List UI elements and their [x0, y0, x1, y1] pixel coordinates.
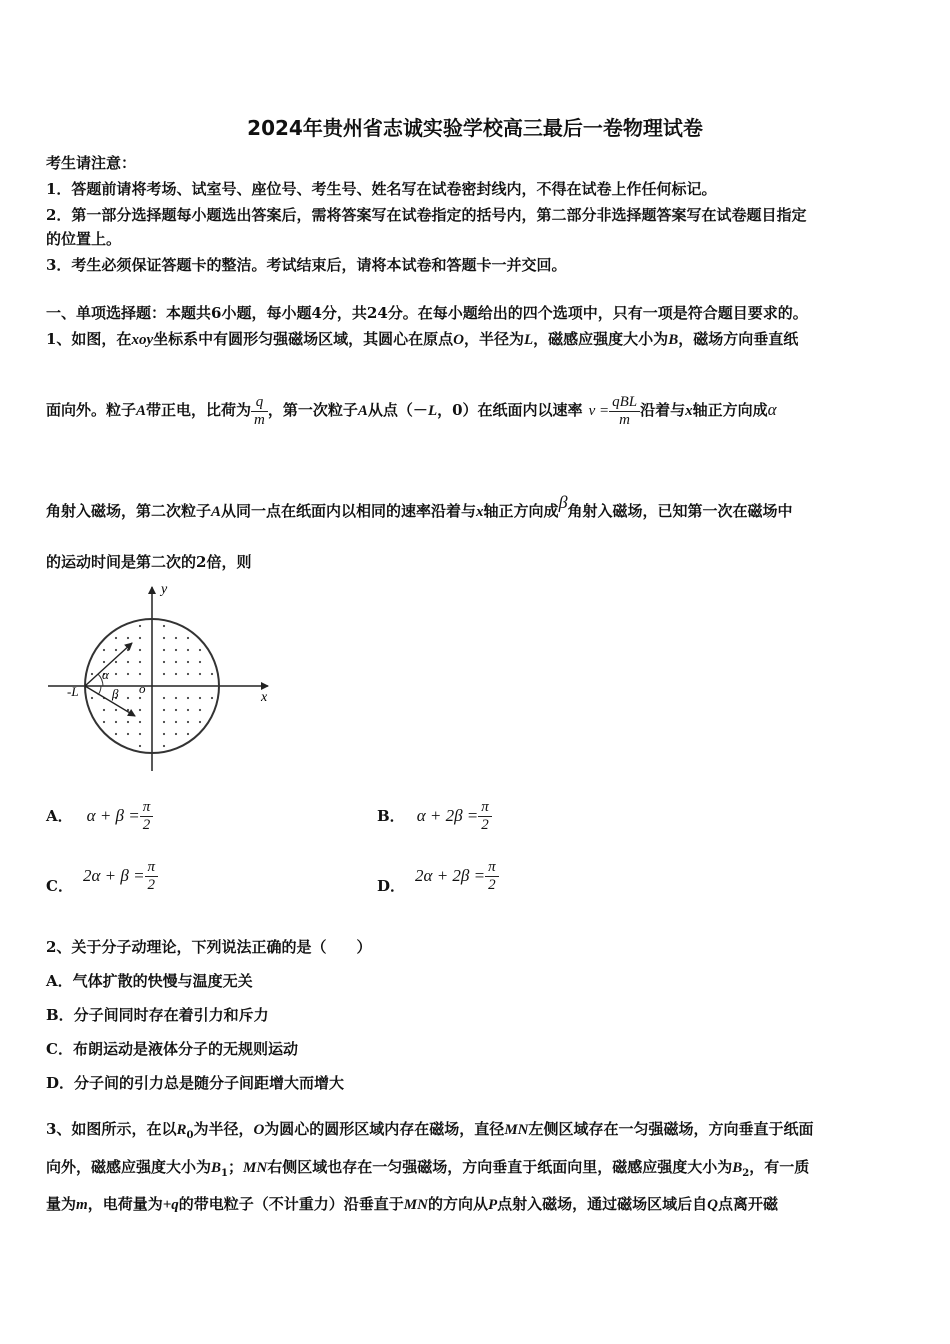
var-B: B: [668, 332, 679, 348]
field-dot: [103, 649, 105, 651]
field-dot: [103, 661, 105, 663]
q1-line-2: [46, 390, 777, 430]
field-dot: [187, 661, 189, 663]
q2-option-b[interactable]: B．分子间同时存在着引力和斥力: [46, 1006, 269, 1024]
var-B2: B: [732, 1160, 743, 1176]
q2-option-d[interactable]: D．分子间的引力总是随分子间距增大而增大: [46, 1074, 345, 1092]
var-MN: MN: [243, 1160, 268, 1176]
q3-line-2: [46, 1156, 809, 1179]
velocity-label: v =: [588, 403, 610, 419]
field-dot: [127, 637, 129, 639]
notice-item-1: 1．答题前请将考场、试室号、座位号、考生号、姓名写在试卷密封线内，不得在试卷上作任何标记。: [46, 180, 717, 198]
field-dot: [187, 673, 189, 675]
field-dot: [127, 721, 129, 723]
q3-line-3: [46, 1193, 778, 1214]
field-dot: [139, 733, 141, 735]
q1-option-c[interactable]: [46, 858, 158, 894]
field-dot: [187, 637, 189, 639]
q1-text: ，磁场方向垂直纸: [678, 330, 799, 348]
q1-text: 角射入磁场，第二次粒子: [46, 502, 212, 520]
velocity-fraction: $\frac{\text{qBL}}{m}$: [609, 394, 640, 429]
field-dot: [175, 733, 177, 735]
field-dot: [163, 721, 165, 723]
field-dot: [175, 661, 177, 663]
pi-over-2: $\frac{\pi}{2}$: [485, 859, 499, 894]
field-dot: [115, 649, 117, 651]
alpha-label: α: [102, 667, 109, 682]
field-dot: [127, 733, 129, 735]
q3-text: 为半径，: [193, 1120, 254, 1138]
notice-item-2-cont: 的位置上。: [46, 230, 122, 248]
var-O: O: [253, 1122, 265, 1138]
notice-heading: 考生请注意：: [46, 154, 137, 172]
field-dot: [115, 661, 117, 663]
field-dot: [103, 721, 105, 723]
option-letter: D．: [377, 877, 406, 895]
q1-text: 沿着与: [640, 401, 686, 419]
field-dot: [199, 697, 201, 699]
q1-text: 轴正方向成: [483, 502, 559, 520]
q1-line-1: [46, 328, 798, 349]
field-dot: [163, 661, 165, 663]
var-L: L: [427, 403, 438, 419]
field-dot: [139, 673, 141, 675]
option-letter: B．: [377, 807, 405, 825]
q1-option-a[interactable]: [46, 798, 153, 834]
field-dot: [139, 625, 141, 627]
q1-text: 带正电，比荷为: [146, 401, 252, 419]
var-B1-subscript: 1: [221, 1168, 228, 1179]
q3-text: 量为: [46, 1195, 77, 1213]
field-dot: [199, 709, 201, 711]
field-dot: [163, 673, 165, 675]
q3-text: 点离开磁: [718, 1195, 779, 1213]
field-dot: [163, 733, 165, 735]
origin-label: o: [139, 681, 146, 696]
option-letter: C．: [46, 877, 73, 895]
var-A: A: [136, 403, 147, 419]
option-expression: α + 2β =: [416, 806, 479, 825]
beta-symbol: β: [558, 492, 568, 512]
var-x: x: [685, 403, 693, 419]
var-x: x: [476, 504, 484, 520]
field-dot: [127, 649, 129, 651]
var-B2-subscript: 2: [742, 1168, 750, 1179]
field-dot: [115, 673, 117, 675]
var-A: A: [357, 403, 368, 419]
magnetic-field-figure: [40, 575, 290, 780]
q3-text: 为圆心的圆形区域内存在磁场，直径: [264, 1120, 505, 1138]
notice-item-3: 3．考生必须保证答题卡的整洁。考试结束后，请将本试卷和答题卡一并交回。: [46, 256, 567, 274]
option-expression: 2α + β =: [82, 866, 145, 885]
q3-text: 点射入磁场，通过磁场区域后自: [497, 1195, 708, 1213]
field-dot: [163, 745, 165, 747]
field-dot: [175, 649, 177, 651]
field-dot: [139, 709, 141, 711]
pi-over-2: $\frac{\pi}{2}$: [478, 799, 492, 834]
beta-arc: [98, 686, 101, 695]
field-dot: [115, 637, 117, 639]
q3-line-1: [46, 1118, 814, 1141]
field-dot: [115, 721, 117, 723]
field-dot: [187, 649, 189, 651]
field-dot: [187, 709, 189, 711]
field-dot: [127, 697, 129, 699]
velocity-arrow-beta: [85, 686, 135, 716]
field-dot: [199, 649, 201, 651]
field-dot: [103, 709, 105, 711]
q3-text: 3、如图所示，在以: [46, 1120, 177, 1138]
field-dot: [163, 697, 165, 699]
q1-option-d[interactable]: [377, 858, 499, 894]
q3-text: ，电荷量为: [87, 1195, 163, 1213]
field-dot: [211, 697, 213, 699]
beta-label: β: [112, 686, 119, 701]
field-dot: [139, 661, 141, 663]
q3-text: 向外，磁感应强度大小为: [46, 1158, 212, 1176]
field-dot: [175, 721, 177, 723]
neg-L-label: -L: [67, 684, 79, 699]
q3-text: 的带电粒子（不计重力）沿垂直于: [178, 1195, 404, 1213]
field-dot: [187, 721, 189, 723]
var-R-subscript: 0: [186, 1130, 194, 1141]
field-dot: [91, 673, 93, 675]
q1-option-b[interactable]: [377, 798, 492, 834]
option-expression: 2α + 2β =: [415, 866, 486, 885]
q1-text: ，磁感应强度大小为: [533, 330, 669, 348]
q2-option-a[interactable]: A．气体扩散的快慢与温度无关: [46, 972, 253, 990]
field-dot: [163, 625, 165, 627]
var-xoy: xoy: [131, 332, 154, 348]
x-axis-label: x: [261, 690, 268, 705]
var-MN: MN: [504, 1122, 529, 1138]
q1-text: ，半径为: [463, 330, 524, 348]
field-dot: [211, 673, 213, 675]
q1-text: 1、如图，在: [46, 330, 132, 348]
field-dot: [163, 649, 165, 651]
field-dot: [139, 721, 141, 723]
var-Q: Q: [707, 1197, 718, 1213]
option-letter: A．: [46, 807, 73, 825]
var-A: A: [211, 504, 222, 520]
field-dot: [175, 673, 177, 675]
field-dot: [115, 709, 117, 711]
field-dot: [139, 745, 141, 747]
section-heading: 一、单项选择题：本题共6小题，每小题4分，共24分。在每小题给出的四个选项中，只有一项是符合题目要求的。: [46, 304, 808, 322]
field-dot: [139, 649, 141, 651]
var-m: m: [76, 1197, 88, 1213]
alpha-symbol: α: [767, 400, 777, 419]
notice-item-2: 2．第一部分选择题每小题选出答案后，需将答案写在试卷指定的括号内，第二部分非选择题答案写在试卷题目指定: [46, 206, 807, 224]
q1-text: 轴正方向成: [692, 401, 768, 419]
field-dot: [115, 733, 117, 735]
field-dot: [175, 709, 177, 711]
q3-text: 右侧区域也存在一匀强磁场，方向垂直于纸面向里，磁感应强度大小为: [267, 1158, 733, 1176]
q1-text: 从点（－: [367, 401, 428, 419]
q1-line-3: [46, 492, 793, 521]
var-L: L: [524, 332, 534, 348]
var-MN: MN: [403, 1197, 428, 1213]
y-axis-label: y: [161, 582, 168, 597]
page-title: 2024年贵州省志诚实验学校高三最后一卷物理试卷: [247, 116, 703, 140]
field-dot: [139, 637, 141, 639]
q1-text: 从同一点在纸面内以相同的速率沿着与: [221, 502, 477, 520]
field-dot: [163, 709, 165, 711]
field-dot: [139, 697, 141, 699]
field-dot: [199, 721, 201, 723]
field-dot: [175, 697, 177, 699]
q1-text: ，0）在纸面内以速率: [437, 401, 583, 419]
var-B1: B: [211, 1160, 222, 1176]
pi-over-2: $\frac{\pi}{2}$: [140, 799, 154, 834]
q1-line-4: 的运动时间是第二次的2倍，则: [46, 553, 252, 571]
q2-stem: 2、关于分子动理论，下列说法正确的是（ ）: [46, 938, 372, 956]
field-dot: [175, 637, 177, 639]
q1-text: 角射入磁场，已知第一次在磁场中: [567, 502, 793, 520]
q3-text: 左侧区域存在一匀强磁场，方向垂直于纸面: [528, 1120, 814, 1138]
pi-over-2: $\frac{\pi}{2}$: [145, 859, 159, 894]
field-dot: [199, 673, 201, 675]
field-dot: [199, 661, 201, 663]
q3-text: 的方向从: [427, 1195, 488, 1213]
field-dot: [127, 673, 129, 675]
q1-text: 面向外。粒子: [46, 401, 137, 419]
charge-mass-ratio: $\frac{q}{m}$: [251, 394, 268, 429]
q3-text: ，有一质: [749, 1158, 810, 1176]
var-R: R: [176, 1122, 187, 1138]
q1-text: 坐标系中有圆形匀强磁场区域，其圆心在原点: [153, 330, 454, 348]
var-O: O: [453, 332, 464, 348]
var-q: +q: [162, 1197, 179, 1213]
q1-text: ，第一次粒子: [267, 401, 358, 419]
field-dot: [187, 697, 189, 699]
q3-text: ；: [228, 1158, 244, 1176]
field-dot: [187, 733, 189, 735]
field-dot: [163, 637, 165, 639]
field-dot: [91, 697, 93, 699]
field-dot: [127, 661, 129, 663]
option-expression: α + β =: [86, 806, 140, 825]
q2-option-c[interactable]: C．布朗运动是液体分子的无规则运动: [46, 1040, 298, 1058]
var-P: P: [487, 1197, 498, 1213]
